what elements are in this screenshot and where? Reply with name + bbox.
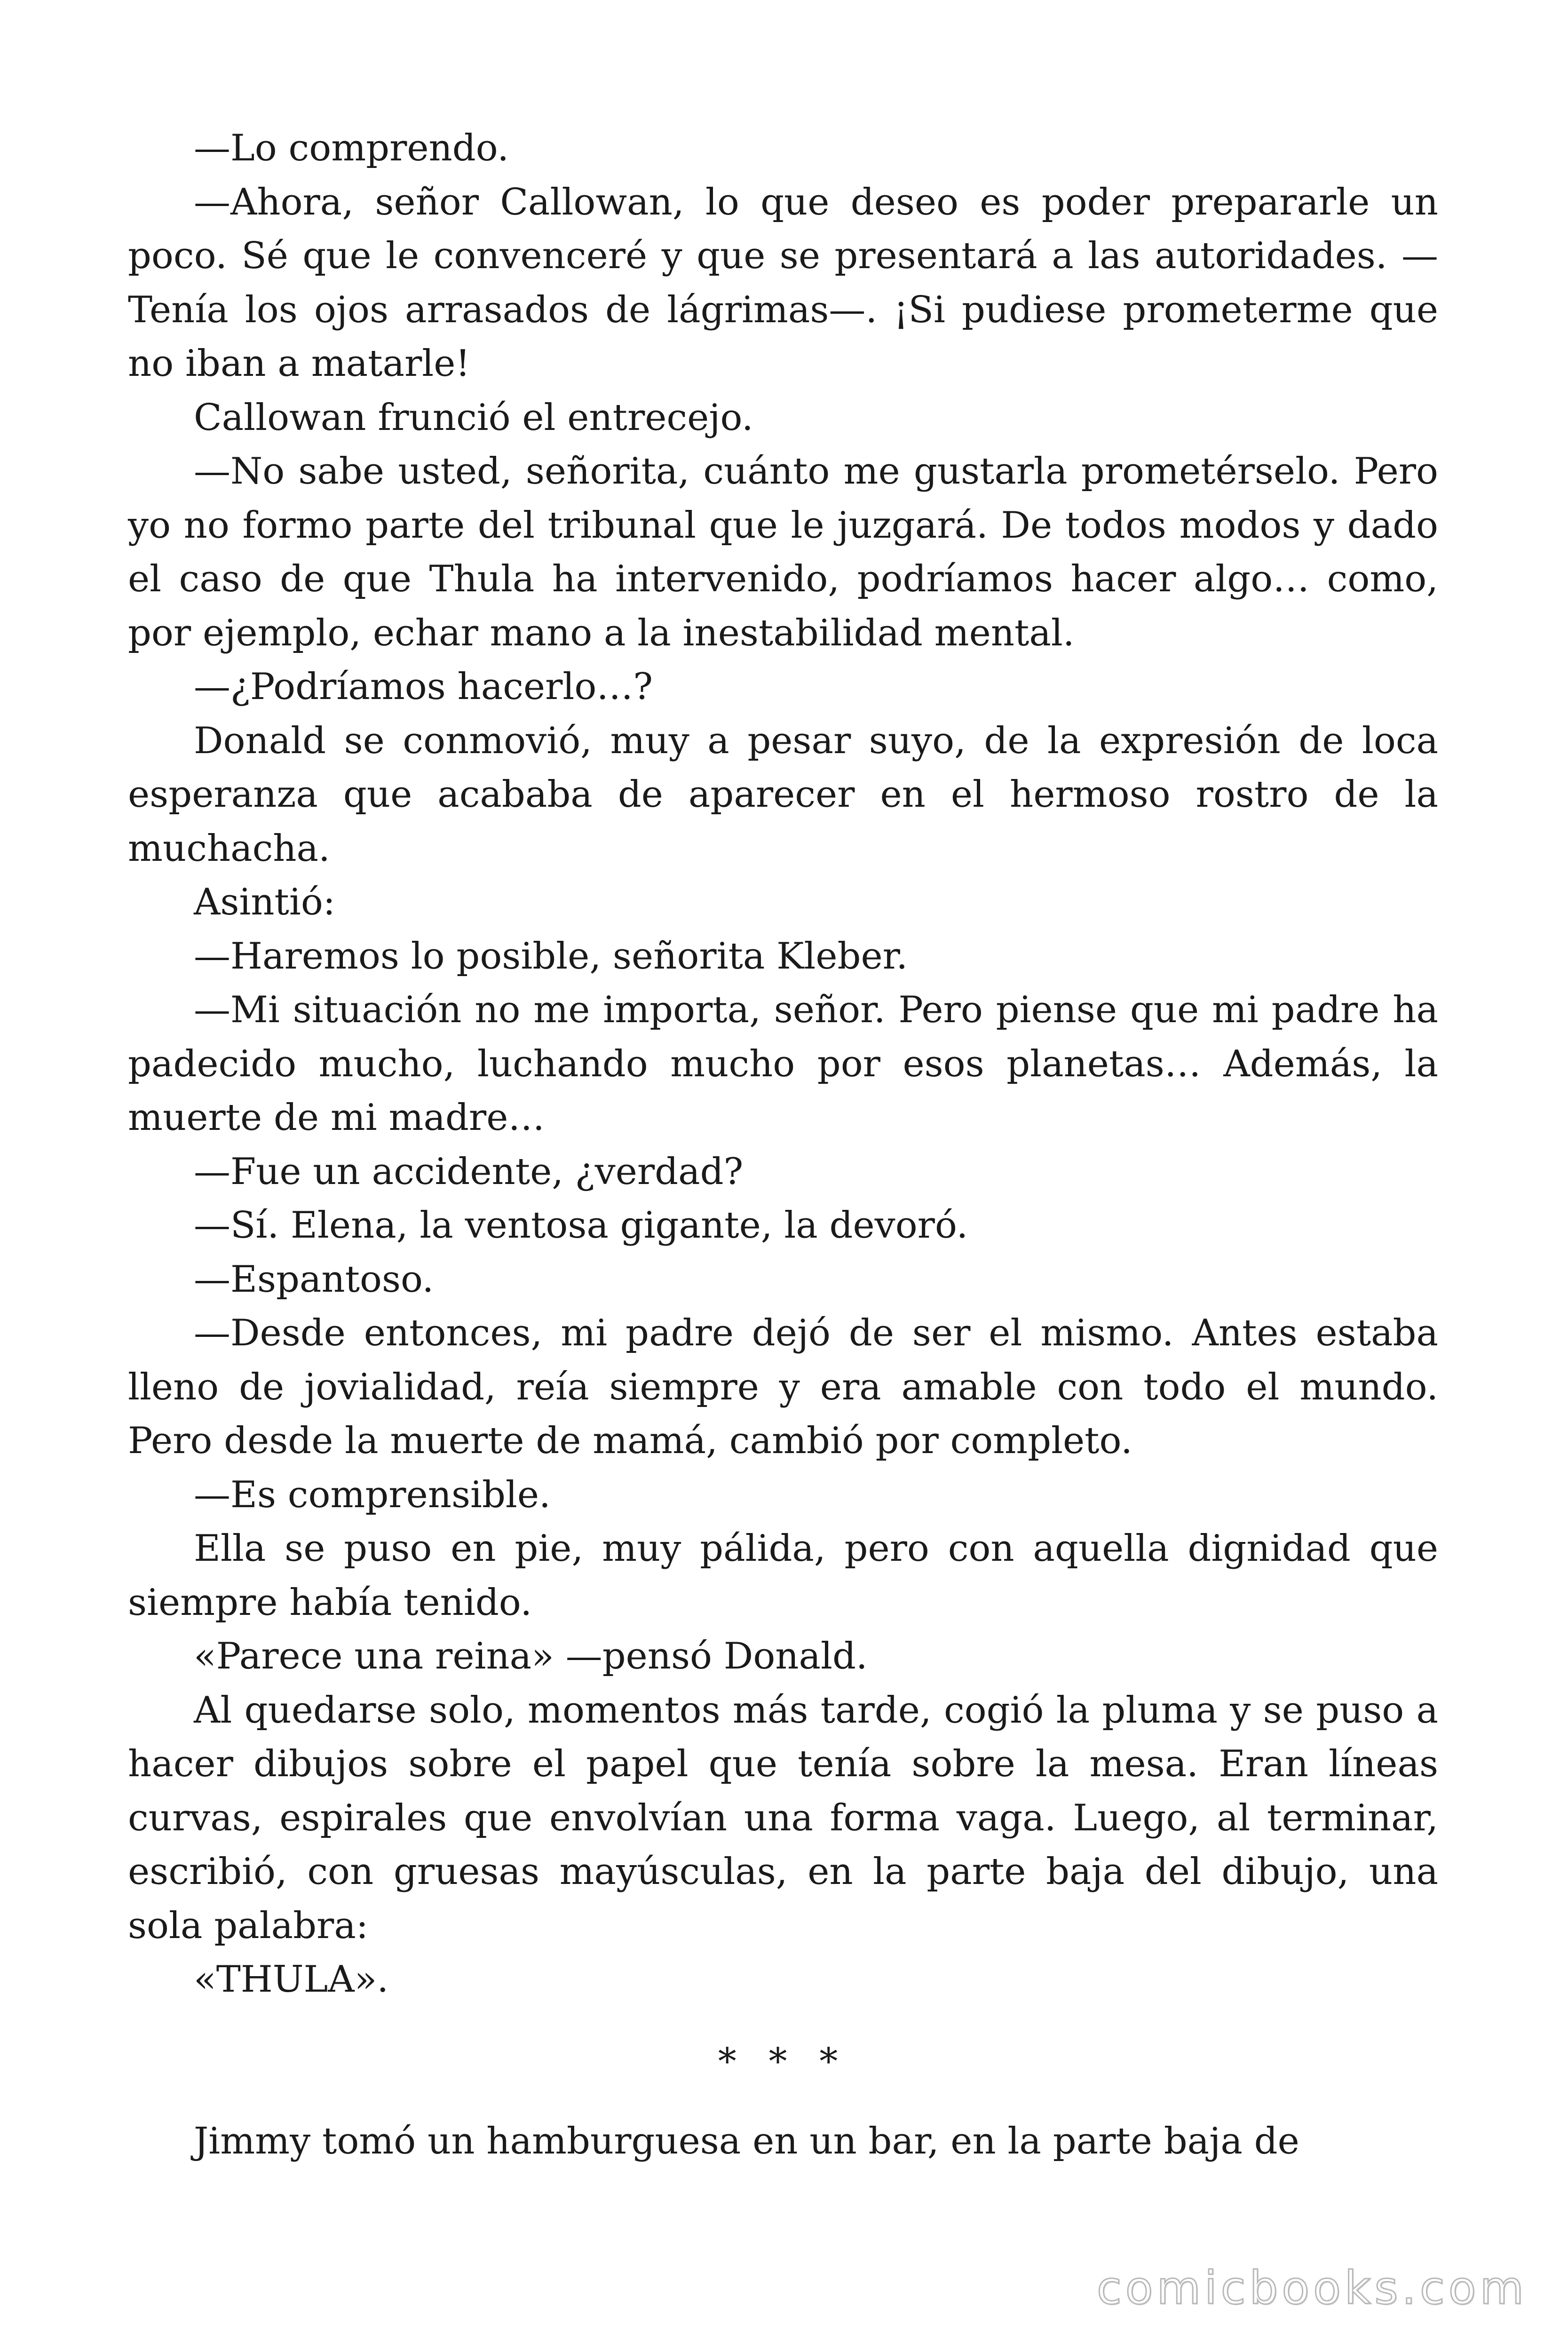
section-separator: * * * bbox=[718, 2040, 848, 2083]
paragraph: —Desde entonces, mi padre dejó de ser el mismo. Antes estaba lleno de jovialidad, reía siempre y era amable con todo el mundo. Pero desde la muerte de mamá, cambió por completo. bbox=[128, 1312, 1438, 1462]
paragraph: —Es comprensible. bbox=[194, 1473, 551, 1516]
page-text bbox=[128, 121, 1438, 2168]
paragraph: Ella se puso en pie, muy pálida, pero con aquella dignidad que siempre había tenido. bbox=[128, 1527, 1438, 1624]
paragraph: «THULA». bbox=[194, 1958, 389, 2001]
paragraph: —Espantoso. bbox=[194, 1258, 434, 1301]
paragraph: —Ahora, señor Callowan, lo que deseo es poder prepararle un poco. Sé que le convenceré y que se presentará a las autoridades. —Tenía los ojos arrasados de lágrimas—. ¡Si pudiese prometerme que no iban a matarle! bbox=[128, 181, 1438, 385]
closing-paragraph: Jimmy tomó un hamburguesa en un bar, en la parte baja de bbox=[194, 2120, 1299, 2162]
paragraph: —Mi situación no me importa, señor. Pero piense que mi padre ha padecido mucho, luchando mucho por esos planetas… Además, la muerte de mi madre… bbox=[128, 989, 1438, 1139]
paragraph: —Sí. Elena, la ventosa gigante, la devoró. bbox=[194, 1204, 968, 1247]
paragraph: Al quedarse solo, momentos más tarde, cogió la pluma y se puso a hacer dibujos sobre el papel que tenía sobre la mesa. Eran líneas curvas, espirales que envolvían una forma vaga. Luego, al terminar, escribió, con gruesas mayúsculas, en la parte baja del dibujo, una sola palabra: bbox=[128, 1689, 1438, 1947]
paragraph: —Fue un accidente, ¿verdad? bbox=[194, 1150, 744, 1193]
paragraph: —No sabe usted, señorita, cuánto me gustarla prometérselo. Pero yo no formo parte del tribunal que le juzgará. De todos modos y dado el caso de que Thula ha intervenido, podríamos hacer algo… como, por ejemplo, echar mano a la inestabilidad mental. bbox=[128, 450, 1438, 654]
watermark: comicbooks.com bbox=[1096, 2262, 1528, 2314]
paragraph: Asintió: bbox=[194, 881, 336, 923]
paragraph: Donald se conmovió, muy a pesar suyo, de la expresión de loca esperanza que acababa de aparecer en el hermoso rostro de la muchacha. bbox=[128, 719, 1438, 870]
paragraph: «Parece una reina» —pensó Donald. bbox=[194, 1635, 868, 1677]
paragraph: Callowan frunció el entrecejo. bbox=[194, 396, 753, 439]
paragraph: —Lo comprendo. bbox=[194, 127, 509, 169]
paragraph: —Haremos lo posible, señorita Kleber. bbox=[194, 935, 908, 977]
paragraph: —¿Podríamos hacerlo…? bbox=[194, 666, 653, 708]
